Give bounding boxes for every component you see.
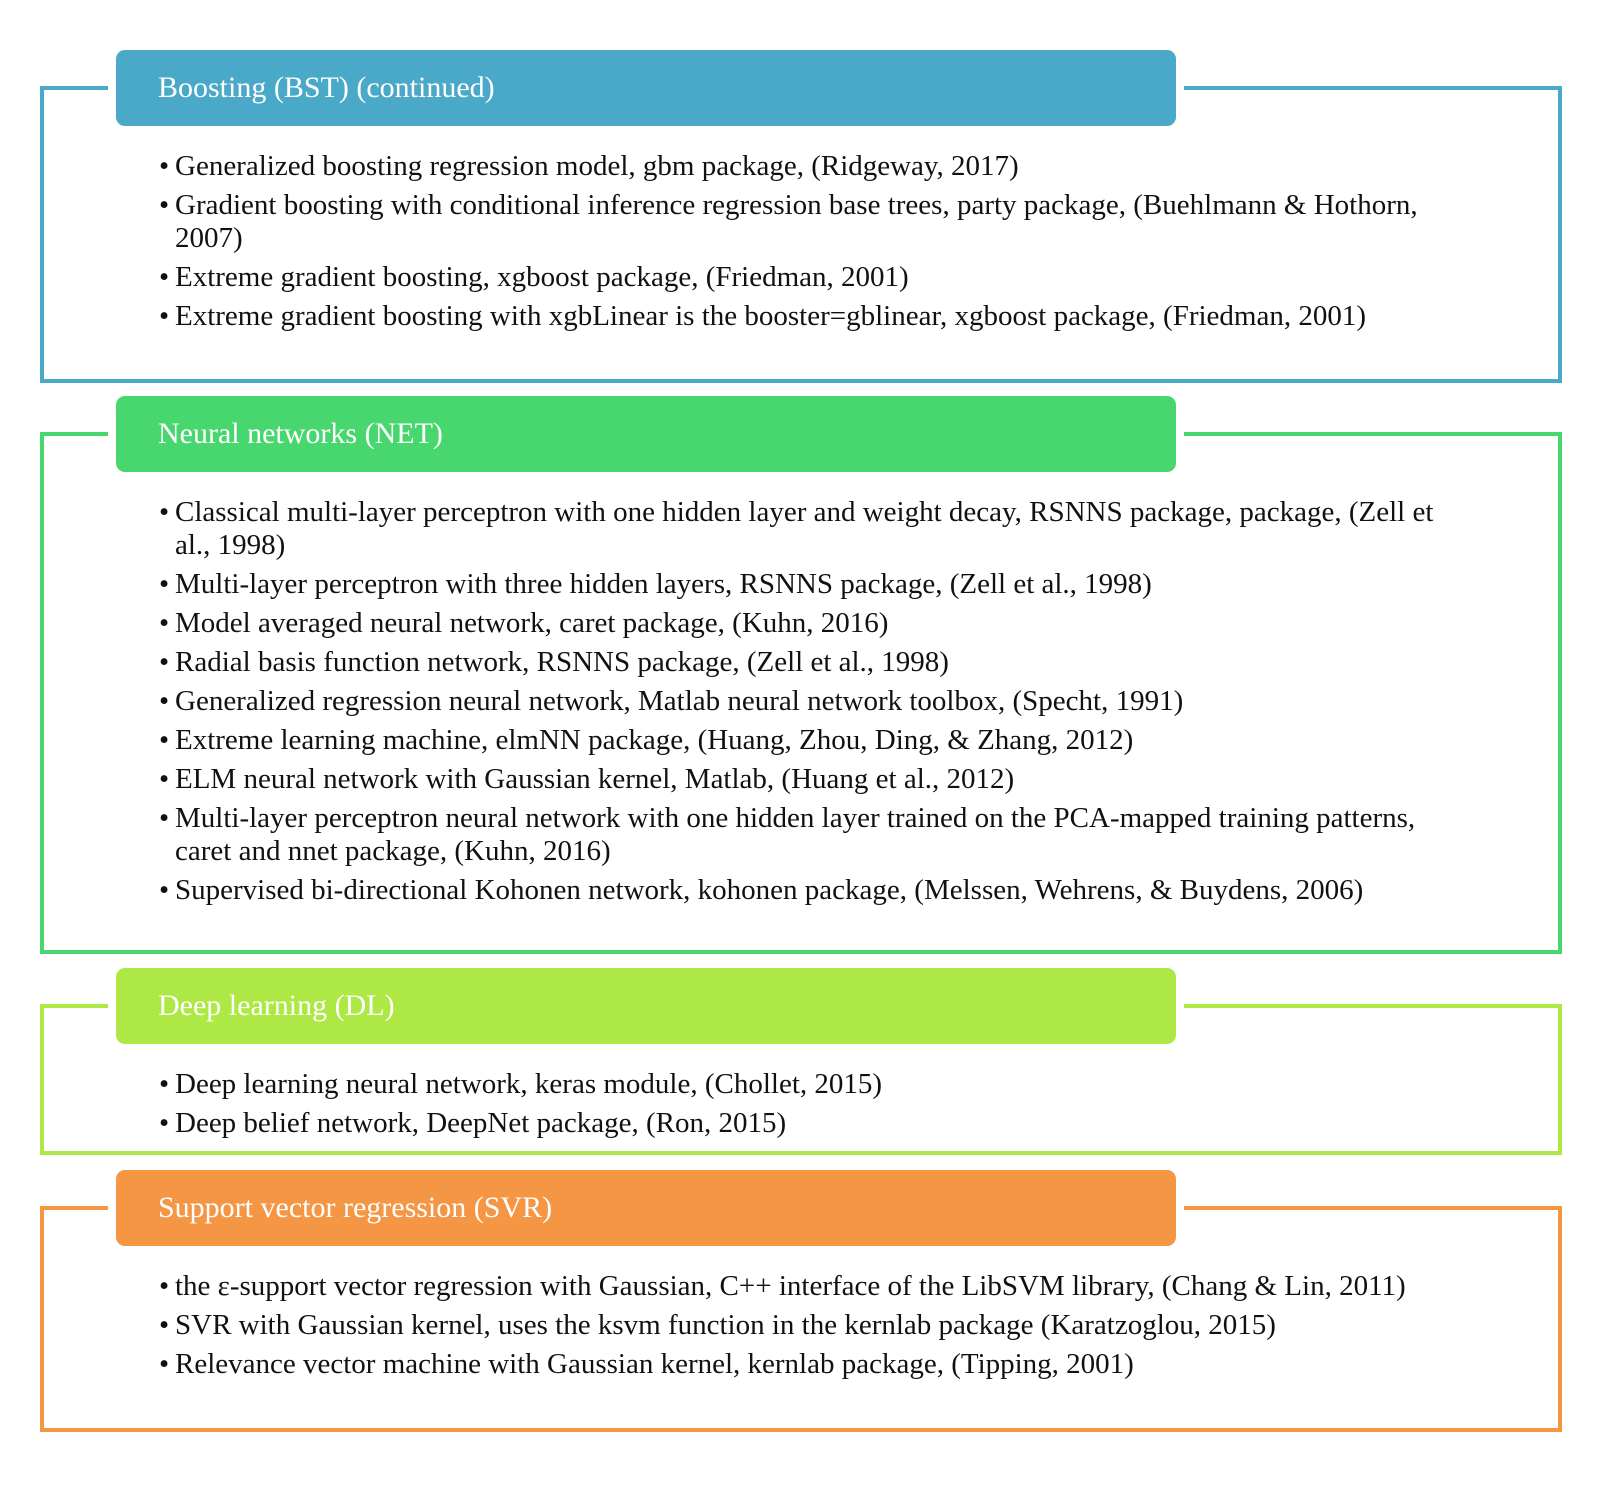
list-item: • Extreme learning machine, elmNN package, (Huang, Zhou, Ding, & Zhang, 2012): [159, 724, 1458, 757]
boosting-group: [40, 71, 1562, 383]
list-item: • Deep learning neural network, keras module, (Chollet, 2015): [159, 1068, 1458, 1101]
list-item: • Gradient boosting with conditional inference regression base trees, party package, (Buehlmann & Hothorn, 2007): [159, 189, 1458, 255]
list-item: • Extreme gradient boosting, xgboost package, (Friedman, 2001): [159, 261, 1458, 294]
list-item: • Deep belief network, DeepNet package, (Ron, 2015): [159, 1107, 1458, 1140]
list-item: • Relevance vector machine with Gaussian kernel, kernlab package, (Tipping, 2001): [159, 1348, 1458, 1381]
deep-learning-item-list: [159, 1068, 1458, 1146]
list-item: • Extreme gradient boosting with xgbLinear is the booster=gblinear, xgboost package, (Friedman, 2001): [159, 300, 1458, 333]
neural-networks-item-list: [159, 496, 1458, 913]
support-vector-regression-item-list: [159, 1270, 1458, 1387]
support-vector-regression-group: [40, 1191, 1562, 1432]
neural-networks-group: [40, 417, 1562, 954]
list-item: • SVR with Gaussian kernel, uses the ksvm function in the kernlab package (Karatzoglou, 2015): [159, 1309, 1458, 1342]
list-item: • Classical multi-layer perceptron with one hidden layer and weight decay, RSNNS package, package, (Zell et al., 1998): [159, 496, 1458, 562]
deep-learning-group-header: Deep learning (DL): [116, 968, 1176, 1044]
list-item: • ELM neural network with Gaussian kernel, Matlab, (Huang et al., 2012): [159, 763, 1458, 796]
list-item: • Radial basis function network, RSNNS package, (Zell et al., 1998): [159, 646, 1458, 679]
deep-learning-group: [40, 989, 1562, 1155]
boosting-item-list: [159, 150, 1458, 339]
boosting-group-header: Boosting (BST) (continued): [116, 50, 1176, 126]
list-item: • Generalized boosting regression model, gbm package, (Ridgeway, 2017): [159, 150, 1458, 183]
support-vector-regression-group-header: Support vector regression (SVR): [116, 1170, 1176, 1246]
list-item: • the ε-support vector regression with Gaussian, C++ interface of the LibSVM library, (Chang & Lin, 2011): [159, 1270, 1458, 1303]
neural-networks-group-header: Neural networks (NET): [116, 396, 1176, 472]
list-item: • Supervised bi-directional Kohonen network, kohonen package, (Melssen, Wehrens, & Buydens, 2006): [159, 874, 1458, 907]
list-item: • Model averaged neural network, caret package, (Kuhn, 2016): [159, 607, 1458, 640]
list-item: • Multi-layer perceptron with three hidden layers, RSNNS package, (Zell et al., 1998): [159, 568, 1458, 601]
list-item: • Multi-layer perceptron neural network with one hidden layer trained on the PCA-mapped training patterns, caret and nnet package, (Kuhn, 2016): [159, 802, 1458, 868]
list-item: • Generalized regression neural network, Matlab neural network toolbox, (Specht, 1991): [159, 685, 1458, 718]
